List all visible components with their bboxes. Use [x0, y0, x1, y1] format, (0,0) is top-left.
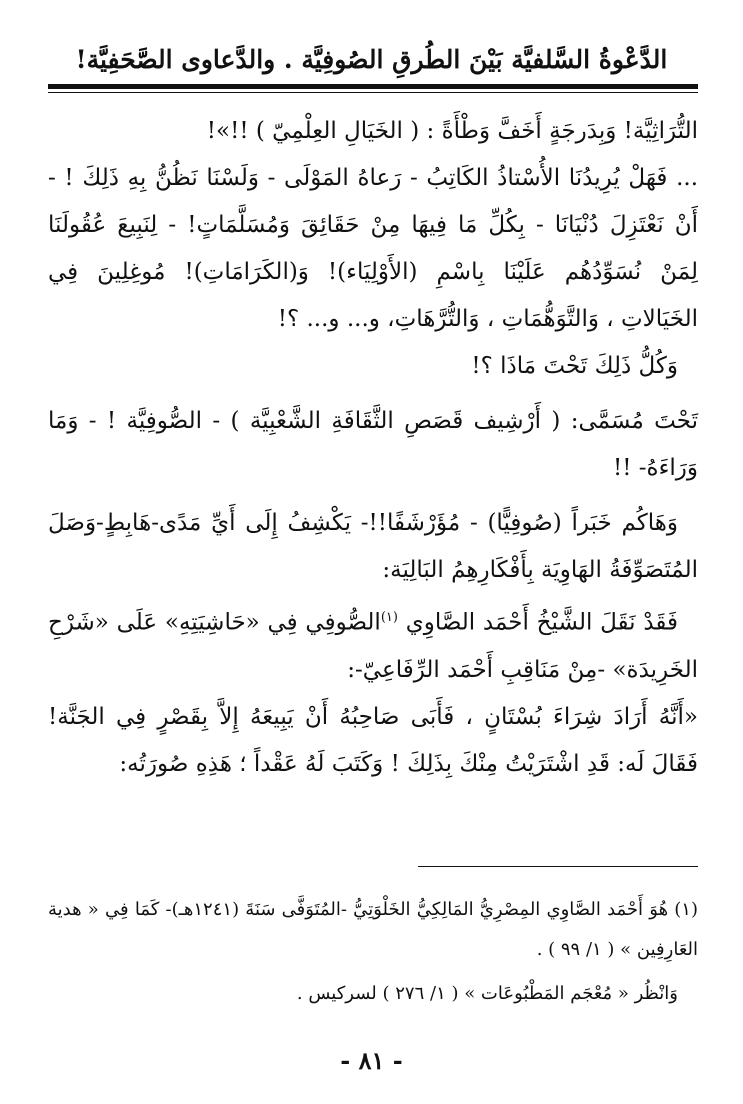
- footnote-separator: [418, 866, 698, 867]
- body-text: [48, 108, 698, 788]
- header-rule-thick: [48, 84, 698, 89]
- footnote-1: (١) هُوَ أَحْمَد الصَّاوِي المِصْرِيُّ المَالِكِيُّ الخَلْوَتِيُّ -المُتَوَفَّى سَنَةَ (١٢٤١هـ)- كَمَا فِي « هدية العَارِفِين » ( ١/ ٩٩ ) .: [48, 899, 698, 960]
- paragraph-2: ... فَهَلْ يُرِيدُنَا الأُسْتاذُ الكَاتِبُ - رَعاهُ المَوْلَى - وَلَسْنَا نَظُنُّ بِهِ ذَلِكَ ! - أَنْ نَعْتَزِلَ دُنْيَانَا - بِكُلِّ مَا فِيهَا مِنْ حَقَائِقَ وَمُسَلَّمَاتٍ! - لِنَبِيعَ عُقُولَنَا لِمَنْ نُسَوِّدُهُم عَلَيْنَا بِاسْمِ (الأَوْلِيَاء)! وَ(الكَرَامَاتِ)! مُوغِلِينَ فِي الخَيَالاتِ ، وَالتَّوَهُّمَاتِ ، وَالتُّرَّهَاتِ، و... و... ؟!: [48, 165, 698, 332]
- footnote-reference: (١): [380, 610, 398, 625]
- page-number: - ٨١ -: [340, 1046, 403, 1075]
- running-header: الدَّعْوةُ السَّلفيَّة بَيْنَ الطُرقِ الصُوفِيَّة . والدَّعاوى الصَّحَفِيَّة!: [75, 45, 668, 74]
- header-rule-thin: [48, 92, 698, 93]
- paragraph-1: التُّرَاثِيَّة! وَبِدَرجَةٍ أَخَفَّ وَطْأَةً : ( الخَيَالِ العِلْمِيّ ) !!»!: [206, 118, 698, 144]
- paragraph-4: تَحْتَ مُسَمَّى: ( أَرْشِيف قَصَصِ الثَّقَافَةِ الشَّعْبِيَّة ) - الصُّوفِيَّة ! - وَمَا وَرَاءَهُ- !!: [48, 408, 698, 481]
- paragraph-6: [48, 594, 698, 694]
- paragraph-6-end: الصُّوفِي فِي «حَاشِيَتِهِ» عَلَى «شَرْحِ الخَرِيدَة» -مِنْ مَنَاقِبِ أَحْمَد الرِّفَاعِيّ-:: [48, 609, 698, 683]
- footnote-2: وَانْظُر « مُعْجَم المَطْبُوعَات » ( ١/ ٢٧٦ ) لسركيس .: [296, 983, 678, 1004]
- paragraph-7: «أَنَّهُ أَرَادَ شِرَاءَ بُسْتَانٍ ، فَأَبَى صَاحِبُهُ أَنْ يَبِيعَهُ إِلاَّ بِقَصْرٍ فِي الجَنَّة! فَقَالَ لَه: قَدِ اشْتَرَيْتُ مِنْكَ بِذَلِكَ ! وَكَتَبَ لَهُ عَقْداً ؛ هَذِهِ صُورَتُه:: [48, 703, 698, 777]
- paragraph-5: وَهَاكُم خَبَراً (صُوفِيًّا) - مُؤَرْشَفًا!!- يَكْشِفُ إِلَى أَيِّ مَدًى-هَابِطٍ-وَصَلَ المُتَصَوِّفَةُ الهَاوِيَة بِأَفْكَارِهِمُ البَالِيَة:: [48, 510, 698, 583]
- paragraph-6-start: فَقَدْ نَقَلَ الشَّيْخُ أَحْمَد الصَّاوِي: [405, 609, 679, 636]
- footnotes: [48, 890, 698, 1014]
- paragraph-3: وَكُلُّ ذَلِكَ تَحْتَ مَاذَا ؟!: [471, 353, 678, 379]
